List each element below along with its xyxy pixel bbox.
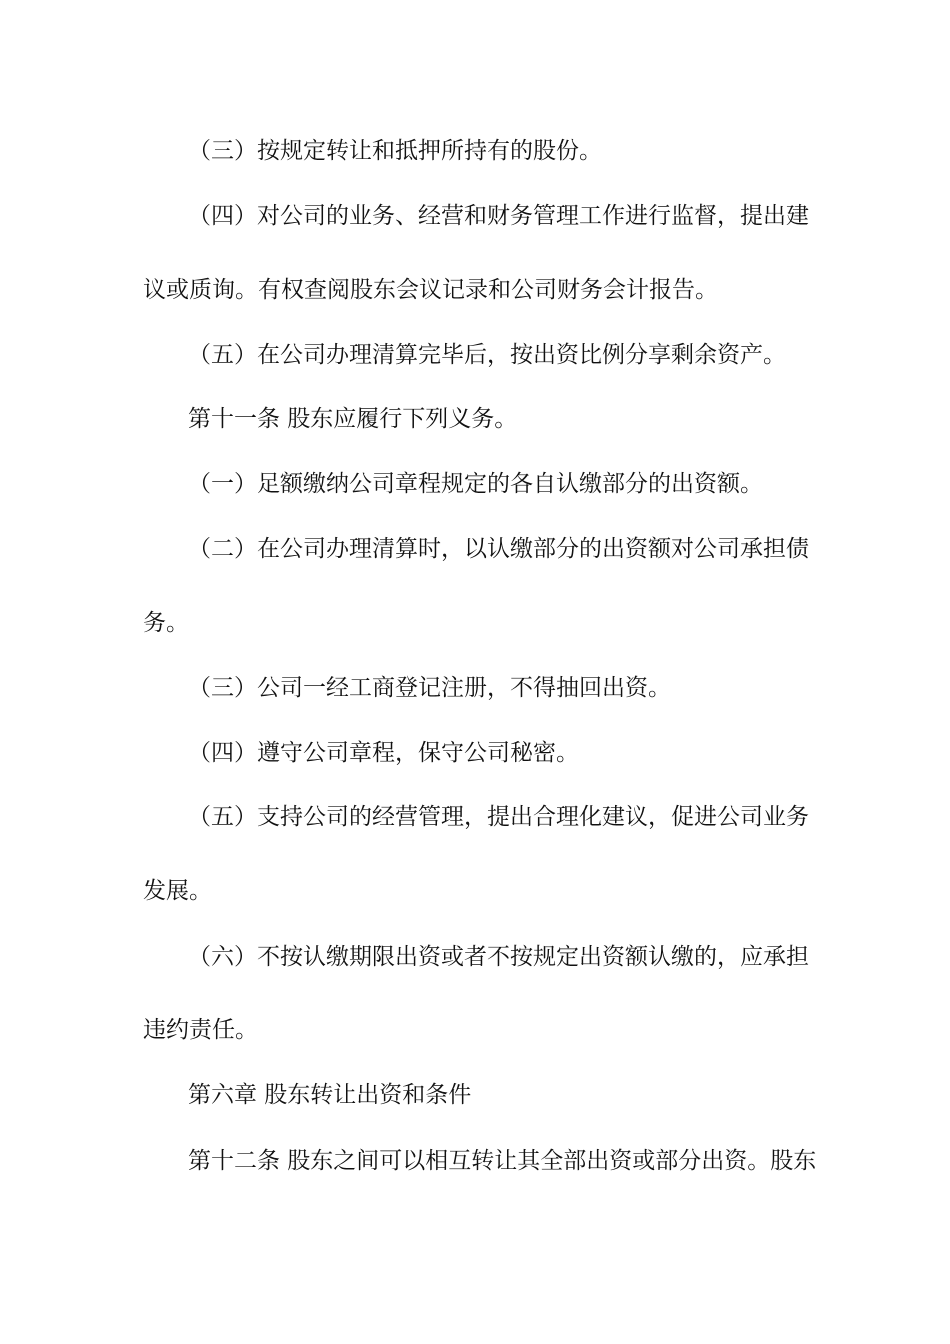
paragraph-line: （四）遵守公司章程，保守公司秘密。: [188, 740, 579, 766]
article-heading: 第十一条 股东应履行下列义务。: [188, 406, 518, 432]
paragraph-line: （三）按规定转让和抵押所持有的股份。: [188, 138, 602, 164]
paragraph-line: （六）不按认缴期限出资或者不按规定出资额认缴的，应承担: [188, 944, 809, 970]
paragraph-line: （四）对公司的业务、经营和财务管理工作进行监督，提出建: [188, 203, 809, 229]
paragraph-line: （三）公司一经工商登记注册，不得抽回出资。: [188, 675, 671, 701]
paragraph-line: （二）在公司办理清算时，以认缴部分的出资额对公司承担债: [188, 536, 809, 562]
paragraph-line: （一）足额缴纳公司章程规定的各自认缴部分的出资额。: [188, 471, 763, 497]
paragraph-line: 议或质询。有权查阅股东会议记录和公司财务会计报告。: [143, 277, 718, 303]
article-heading: 第十二条 股东之间可以相互转让其全部出资或部分出资。股东: [188, 1148, 817, 1174]
paragraph-line: 务。: [143, 610, 189, 636]
paragraph-line: 发展。: [143, 878, 212, 904]
paragraph-line: （五）支持公司的经营管理，提出合理化建议，促进公司业务: [188, 804, 809, 830]
paragraph-line: 违约责任。: [143, 1017, 258, 1043]
chapter-heading: 第六章 股东转让出资和条件: [188, 1082, 472, 1108]
paragraph-line: （五）在公司办理清算完毕后，按出资比例分享剩余资产。: [188, 342, 786, 368]
